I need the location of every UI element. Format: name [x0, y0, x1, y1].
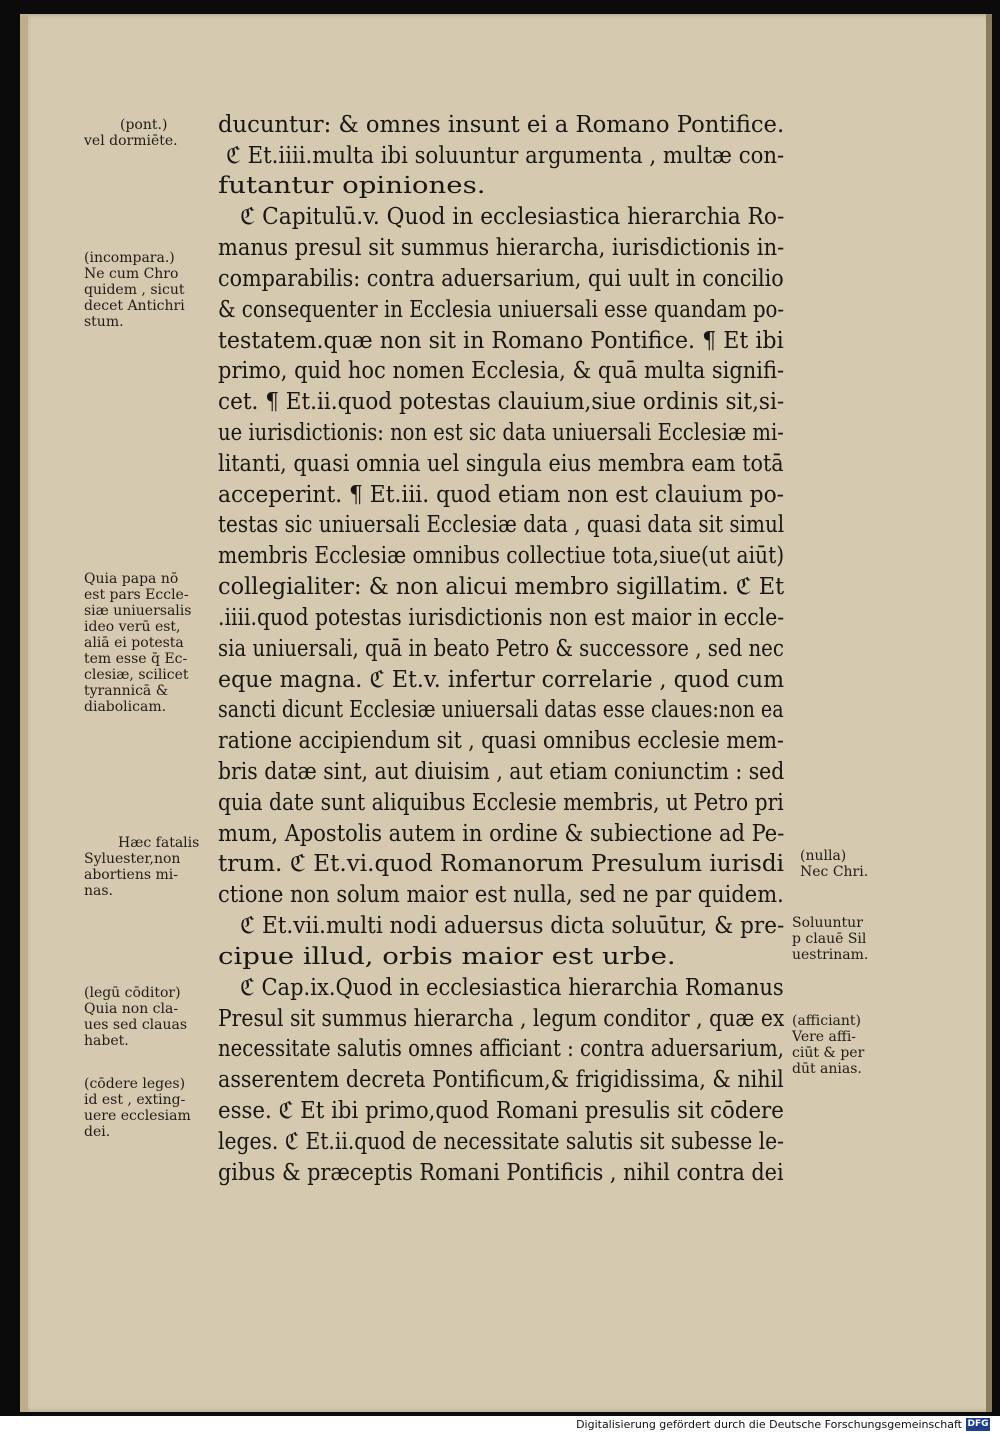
footer-credit-text: Digitalisierung gefördert durch die Deutsche Forschungsgemeinschaft	[576, 1418, 962, 1431]
page-gutter	[20, 14, 28, 1412]
text-line: cipue illud, orbis maior est urbe.	[218, 944, 676, 970]
text-line: bris datæ sint, aut diuisim , aut etiam coniunctim : sed	[218, 759, 785, 785]
text-line: trum. ℭ Et.vi.quod Romanorum Presulum iurisdi	[218, 851, 785, 877]
text-line: collegialiter: & non alicui membro sigillatim. ℭ Et	[218, 574, 785, 600]
text-line: cet. ¶ Et.ii.quod potestas clauium,siue ordinis sit,si-	[218, 389, 785, 415]
text-line: ducuntur: & omnes insunt ei a Romano Pontifice.	[218, 112, 785, 138]
text-line: testas sic uniuersali Ecclesiæ data , quasi data sit simul	[218, 512, 785, 538]
margin-note: (nulla) Nec Chri.	[800, 848, 869, 880]
text-line: ℭ Et.vii.multi nodi aduersus dicta soluūtur, & pre-	[240, 913, 785, 939]
text-line: ℭ Et.iiii.multa ibi soluuntur argumenta , multæ con-	[226, 143, 785, 169]
text-line: primo, quid hoc nomen Ecclesia, & quā multa signifi-	[218, 358, 785, 384]
margin-note: (legū cōditor) Quia non cla- ues sed clauas habet.	[84, 985, 188, 1049]
text-line: eque magna. ℭ Et.v. infertur correlarie , quod cum	[218, 667, 785, 693]
margin-note: (cōdere leges) id est , exting- uere ecclesiam dei.	[84, 1076, 191, 1140]
text-line: leges. ℭ Et.ii.quod de necessitate salutis sit subesse le-	[218, 1129, 784, 1155]
text-line: & consequenter in Ecclesia uniuersali esse quandam po-	[218, 297, 785, 323]
text-line: futantur opiniones.	[218, 173, 486, 199]
text-line: litanti, quasi omnia uel singula eius membra eam totā	[218, 451, 784, 477]
text-line: gibus & præceptis Romani Pontificis , nihil contra dei	[218, 1160, 784, 1186]
text-line: Presul sit summus hierarcha , legum conditor , quæ ex	[218, 1006, 785, 1032]
text-line: ratione accipiendum sit , quasi omnibus ecclesie mem-	[218, 728, 784, 754]
digitization-footer	[0, 1416, 1000, 1434]
margin-note: Hæc fatalis Syluester,non abortiens mi- nas.	[84, 835, 200, 899]
text-line: sancti dicunt Ecclesiæ uniuersali datas esse claues:non ea	[218, 697, 784, 723]
text-line: comparabilis: contra aduersarium, qui uult in concilio	[218, 266, 784, 292]
margin-note: (afficiant) Vere affi- ciūt & per dūt anias.	[792, 1013, 865, 1077]
text-line: .iiii.quod potestas iurisdictionis non est maior in eccle-	[218, 605, 785, 631]
text-line: manus presul sit summus hierarcha, iurisdictionis in-	[218, 235, 785, 261]
text-line: membris Ecclesiæ omnibus collectiue tota,siue(ut aiūt)	[218, 543, 785, 569]
text-line: ℭ Capitulū.v. Quod in ecclesiastica hierarchia Ro-	[240, 204, 785, 230]
margin-note: (pont.) vel dormiēte.	[84, 117, 178, 149]
text-line: esse. ℭ Et ibi primo,quod Romani presulis sit cōdere	[218, 1098, 784, 1124]
text-line: ue iurisdictionis: non est sic data uniuersali Ecclesiæ mi-	[218, 420, 784, 446]
text-line: sia uniuersali, quā in beato Petro & successore , sed nec	[218, 636, 784, 662]
text-line: necessitate salutis omnes afficiant : contra aduersarium,	[218, 1036, 784, 1062]
text-line: mum, Apostolis autem in ordine & subiectione ad Pe-	[218, 821, 785, 847]
text-line: acceperint. ¶ Et.iii. quod etiam non est clauium po-	[218, 482, 785, 508]
text-line: quia date sunt aliquibus Ecclesie membris, ut Petro pri	[218, 790, 784, 816]
text-line: ℭ Cap.ix.Quod in ecclesiastica hierarchia Romanus	[240, 975, 784, 1001]
margin-note: (incompara.) Ne cum Chro quidem , sicut decet Antichri stum.	[84, 250, 185, 330]
dfg-logo: DFG	[967, 1419, 989, 1429]
text-line: testatem.quæ non sit in Romano Pontifice. ¶ Et ibi	[218, 328, 784, 354]
margin-note: Quia papa nō est pars Eccle- siæ uniuersalis ideo verū est, aliā ei potesta tem esse q̄ Ec- clesiæ, scilicet tyrannicā & diabolicam.	[84, 571, 192, 715]
text-line: ctione non solum maior est nulla, sed ne par quidem.	[218, 882, 784, 908]
text-line: asserentem decreta Pontificum,& frigidissima, & nihil	[218, 1067, 784, 1093]
margin-note: Soluuntur p clauē Sil uestrinam.	[792, 915, 869, 963]
